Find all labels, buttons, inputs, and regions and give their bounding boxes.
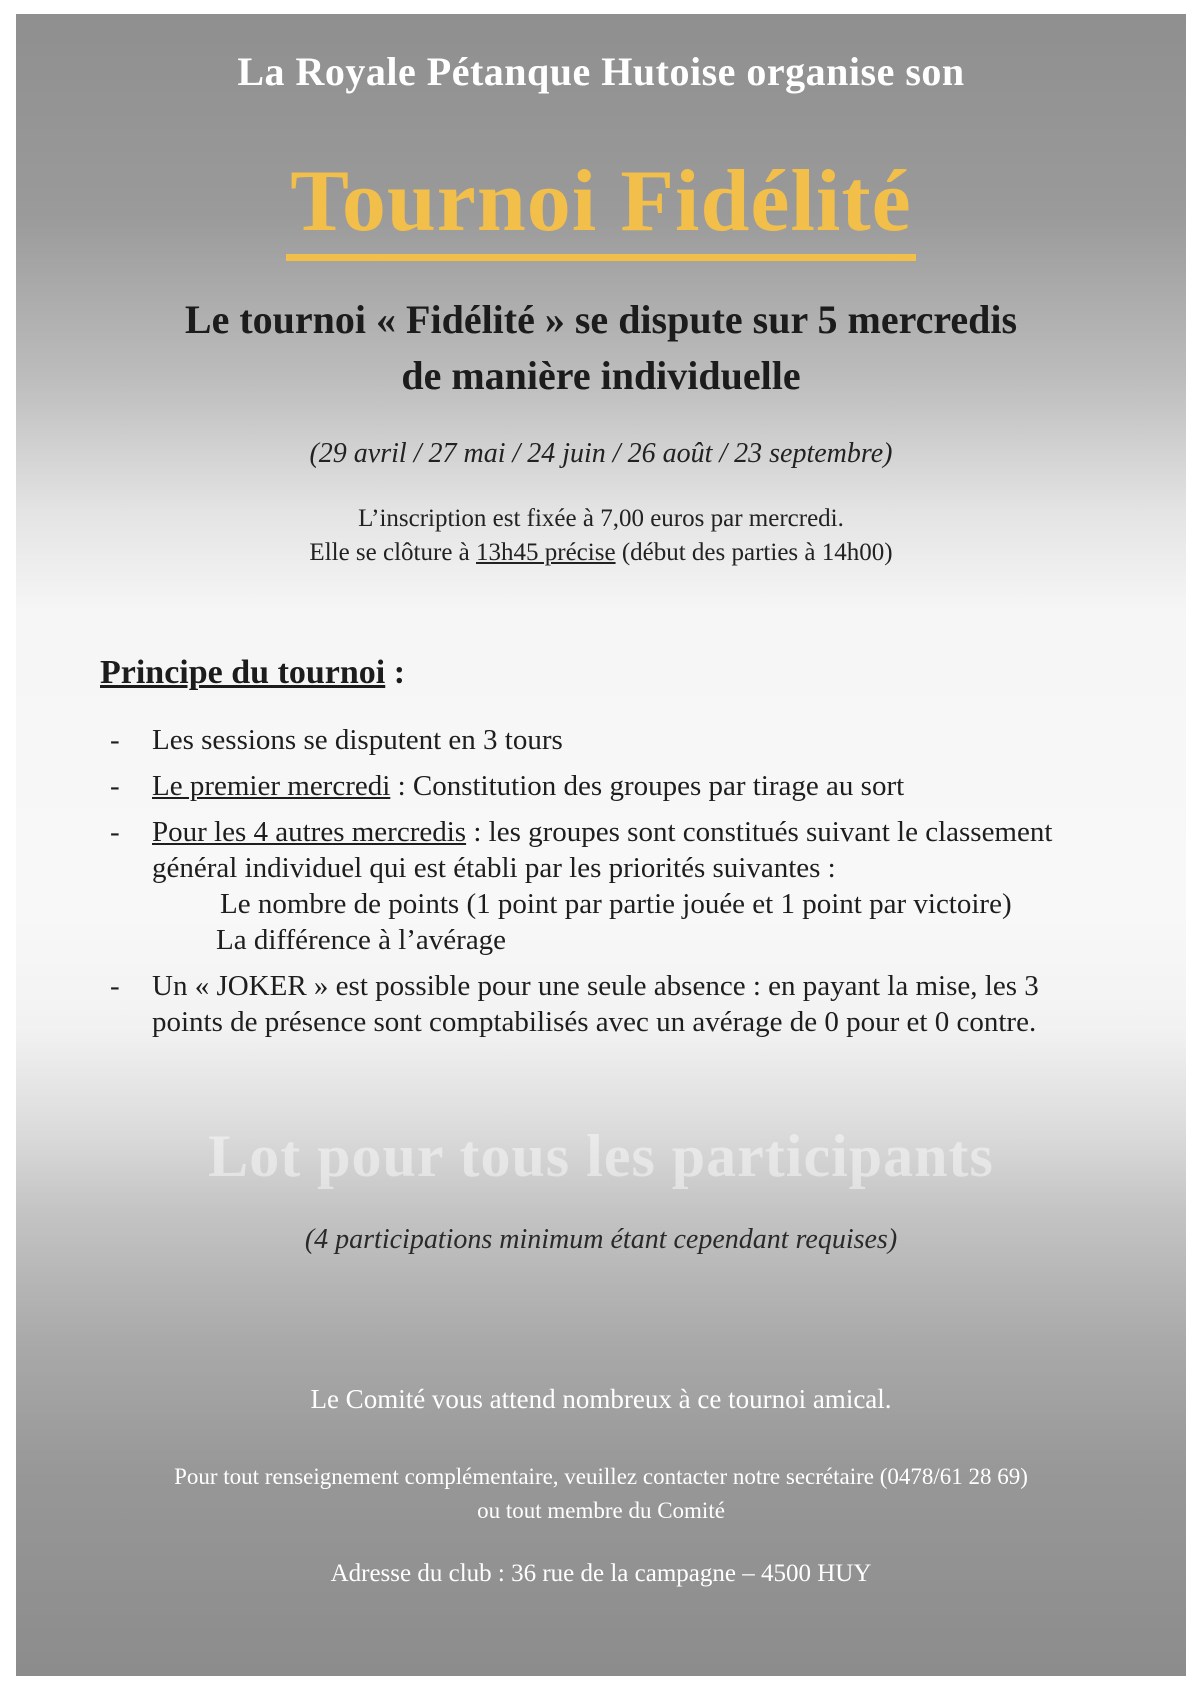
rule-keyword: Le premier mercredi	[152, 770, 391, 802]
subtitle-line-2: de manière individuelle	[401, 353, 801, 398]
rule-keyword: Pour les 4 autres mercredis	[152, 816, 467, 848]
inscription-info	[16, 502, 1186, 570]
principe-heading-text: Principe du tournoi	[100, 654, 386, 691]
deadline-time: 13h45 précise	[476, 539, 616, 566]
rules-list	[96, 722, 1176, 1050]
participation-requirement: (4 participations minimum étant cependant requises)	[304, 1224, 898, 1255]
tournament-dates: (29 avril / 27 mai / 24 juin / 26 août / 23 septembre)	[309, 438, 893, 469]
rule-item	[96, 814, 1176, 958]
rule-line-2: points de présence sont comptabilisés avec un avérage de 0 pour et 0 contre.	[152, 1006, 1037, 1038]
principe-heading-colon: :	[385, 654, 406, 691]
rule-line-2: général individuel qui est établi par les priorités suivantes :	[152, 852, 836, 884]
principe-heading	[100, 654, 405, 692]
subtitle-line-1: Le tournoi « Fidélité » se dispute sur 5 mercredis	[184, 297, 1018, 342]
club-address: Adresse du club : 36 rue de la campagne – 4500 HUY	[330, 1560, 872, 1587]
bullet-dash: -	[110, 724, 120, 756]
organizer-line: La Royale Pétanque Hutoise organise son	[237, 49, 965, 94]
inscription-fee: L’inscription est fixée à 7,00 euros par mercredi.	[358, 505, 844, 532]
bullet-dash: -	[110, 770, 120, 802]
contact-line-1: Pour tout renseignement complémentaire, veuillez contacter notre secrétaire (0478/61 28 69)	[174, 1464, 1028, 1489]
priority-points: Le nombre de points (1 point par partie jouée et 1 point par victoire)	[220, 888, 1012, 920]
comite-message: Le Comité vous attend nombreux à ce tournoi amical.	[310, 1384, 892, 1414]
deadline-prefix: Elle se clôture à	[309, 539, 477, 566]
rule-item	[96, 968, 1176, 1040]
lot-banner: Lot pour tous les participants	[208, 1123, 994, 1189]
contact-line-2: ou tout membre du Comité	[477, 1498, 725, 1523]
bullet-dash: -	[110, 970, 120, 1002]
subtitle	[16, 292, 1186, 404]
tournament-title: Tournoi Fidélité	[286, 154, 915, 261]
rule-text: : Constitution des groupes par tirage au sort	[390, 770, 905, 802]
contact-info	[16, 1460, 1186, 1528]
rule-item	[96, 768, 1176, 804]
rule-line-1	[152, 814, 1176, 850]
rule-line-1: Un « JOKER » est possible pour une seule absence : en payant la mise, les 3	[152, 970, 1039, 1002]
bullet-dash: -	[110, 816, 120, 848]
rule-item	[96, 722, 1176, 758]
title-wrapper	[16, 154, 1186, 261]
deadline-suffix: (début des parties à 14h00)	[615, 539, 893, 566]
flyer-page	[16, 14, 1186, 1676]
inscription-deadline	[16, 536, 1186, 570]
rule-text: Les sessions se disputent en 3 tours	[152, 724, 563, 756]
priority-average: La différence à l’avérage	[216, 924, 507, 956]
rule-text: : les groupes sont constitués suivant le classement	[466, 816, 1053, 848]
